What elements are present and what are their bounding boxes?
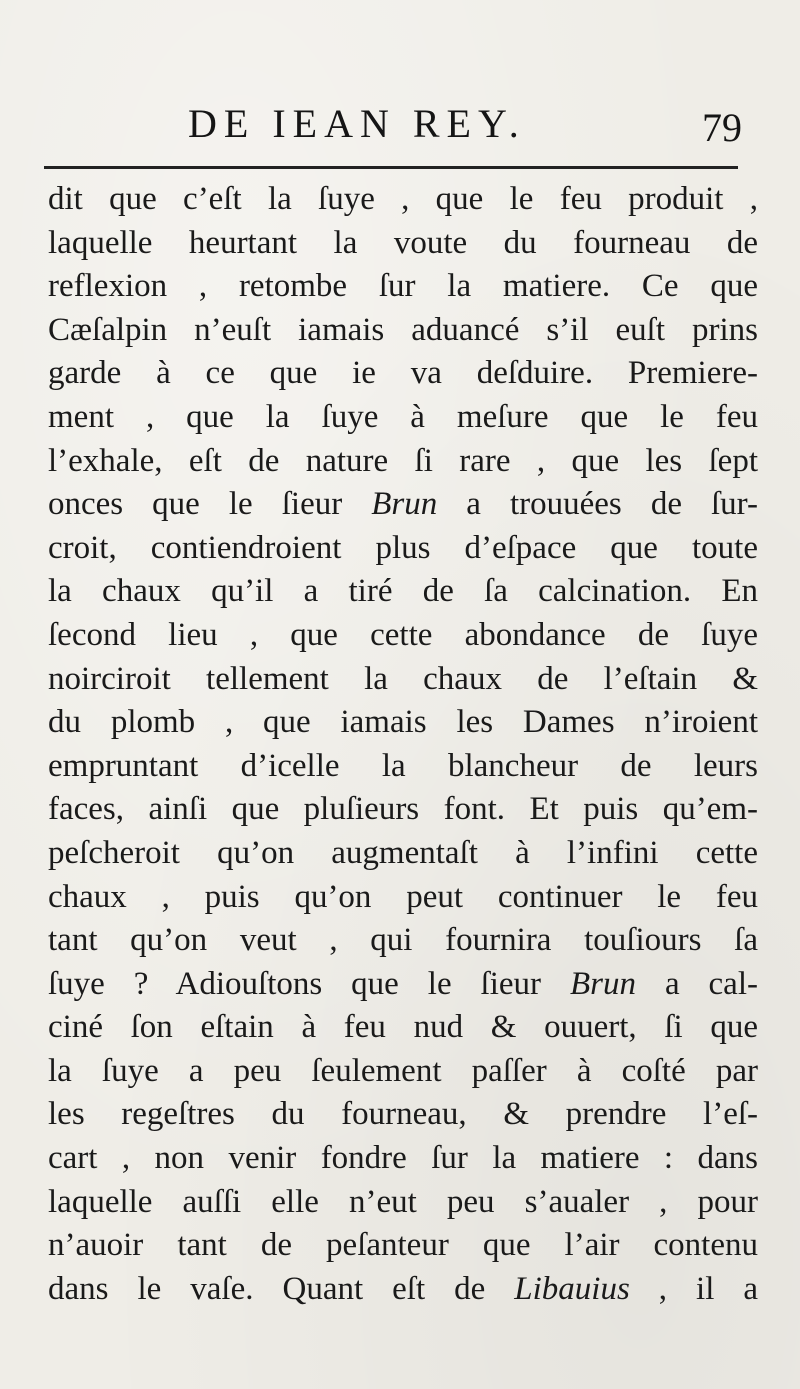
text-line: noirciroit tellement la chaux de l’eſtain & [48,660,758,697]
text-line [48,963,758,1007]
page-number: 79 [702,105,742,150]
text-line: dit que c’eſt la ſuye , que le feu produit , [48,181,758,217]
header-rule [44,166,738,169]
text-line [48,1268,758,1312]
text-line: du plomb , que iamais les Dames n’iroient [48,704,758,741]
text-line: faces, ainſi que pluſieurs font. Et puis qu’em- [48,791,758,828]
text-line: tant qu’on veut , qui fournira touſiours ſa [48,922,758,959]
text-line: peſcheroit qu’on augmentaſt à l’infini cette [48,834,758,871]
italic-name: Brun [569,965,636,1002]
text-line: chaux , puis qu’on peut continuer le feu [48,878,758,915]
text-line [48,483,758,527]
text-line: la ſuye a peu ſeulement paſſer à coſté par [48,1052,758,1089]
text-segment: dans le vaſe. Quant eſt de [48,1270,515,1307]
text-line: empruntant d’icelle la blancheur de leurs [48,747,758,784]
text-line: ment , que la ſuye à meſure que le feu [48,398,758,435]
text-line: Cæſalpin n’euſt iamais aduancé s’il euſt prins [48,311,758,348]
text-segment: a trouuées de ſur- [437,486,758,523]
text-line: cart , non venir fondre ſur la matiere : dans [48,1140,758,1177]
text-line: n’auoir tant de peſanteur que l’air contenu [48,1227,758,1264]
text-line: laquelle heurtant la voute du fourneau de [48,224,758,261]
text-segment: , il a [629,1270,759,1307]
text-segment: a cal- [635,965,758,1002]
body-text [48,178,758,1311]
text-line: laquelle auſſi elle n’eut peu s’aualer , pour [48,1183,758,1220]
text-line: les regeſtres du fourneau, & prendre l’eſ- [48,1096,758,1133]
text-line: ſecond lieu , que cette abondance de ſuye [48,616,758,653]
text-line: croit, contiendroient plus d’eſpace que toute [48,529,758,566]
text-line: garde à ce que ie va deſduire. Premiere- [48,355,758,392]
text-line: ciné ſon eſtain à feu nud & ouuert, ſi que [48,1009,758,1046]
text-segment: ſuye ? Adiouſtons que le ſieur [48,965,570,1002]
text-line: reflexion , retombe ſur la matiere. Ce que [48,268,758,305]
page-header [40,96,760,166]
text-segment: onces que le ſieur [48,486,372,523]
text-line: l’exhale, eſt de nature ſi rare , que les ſept [48,442,758,479]
running-title: DE IEAN REY. [188,101,526,146]
text-line: la chaux qu’il a tiré de ſa calcination. En [48,573,758,610]
italic-name: Libauius [514,1270,630,1307]
italic-name: Brun [371,486,438,523]
